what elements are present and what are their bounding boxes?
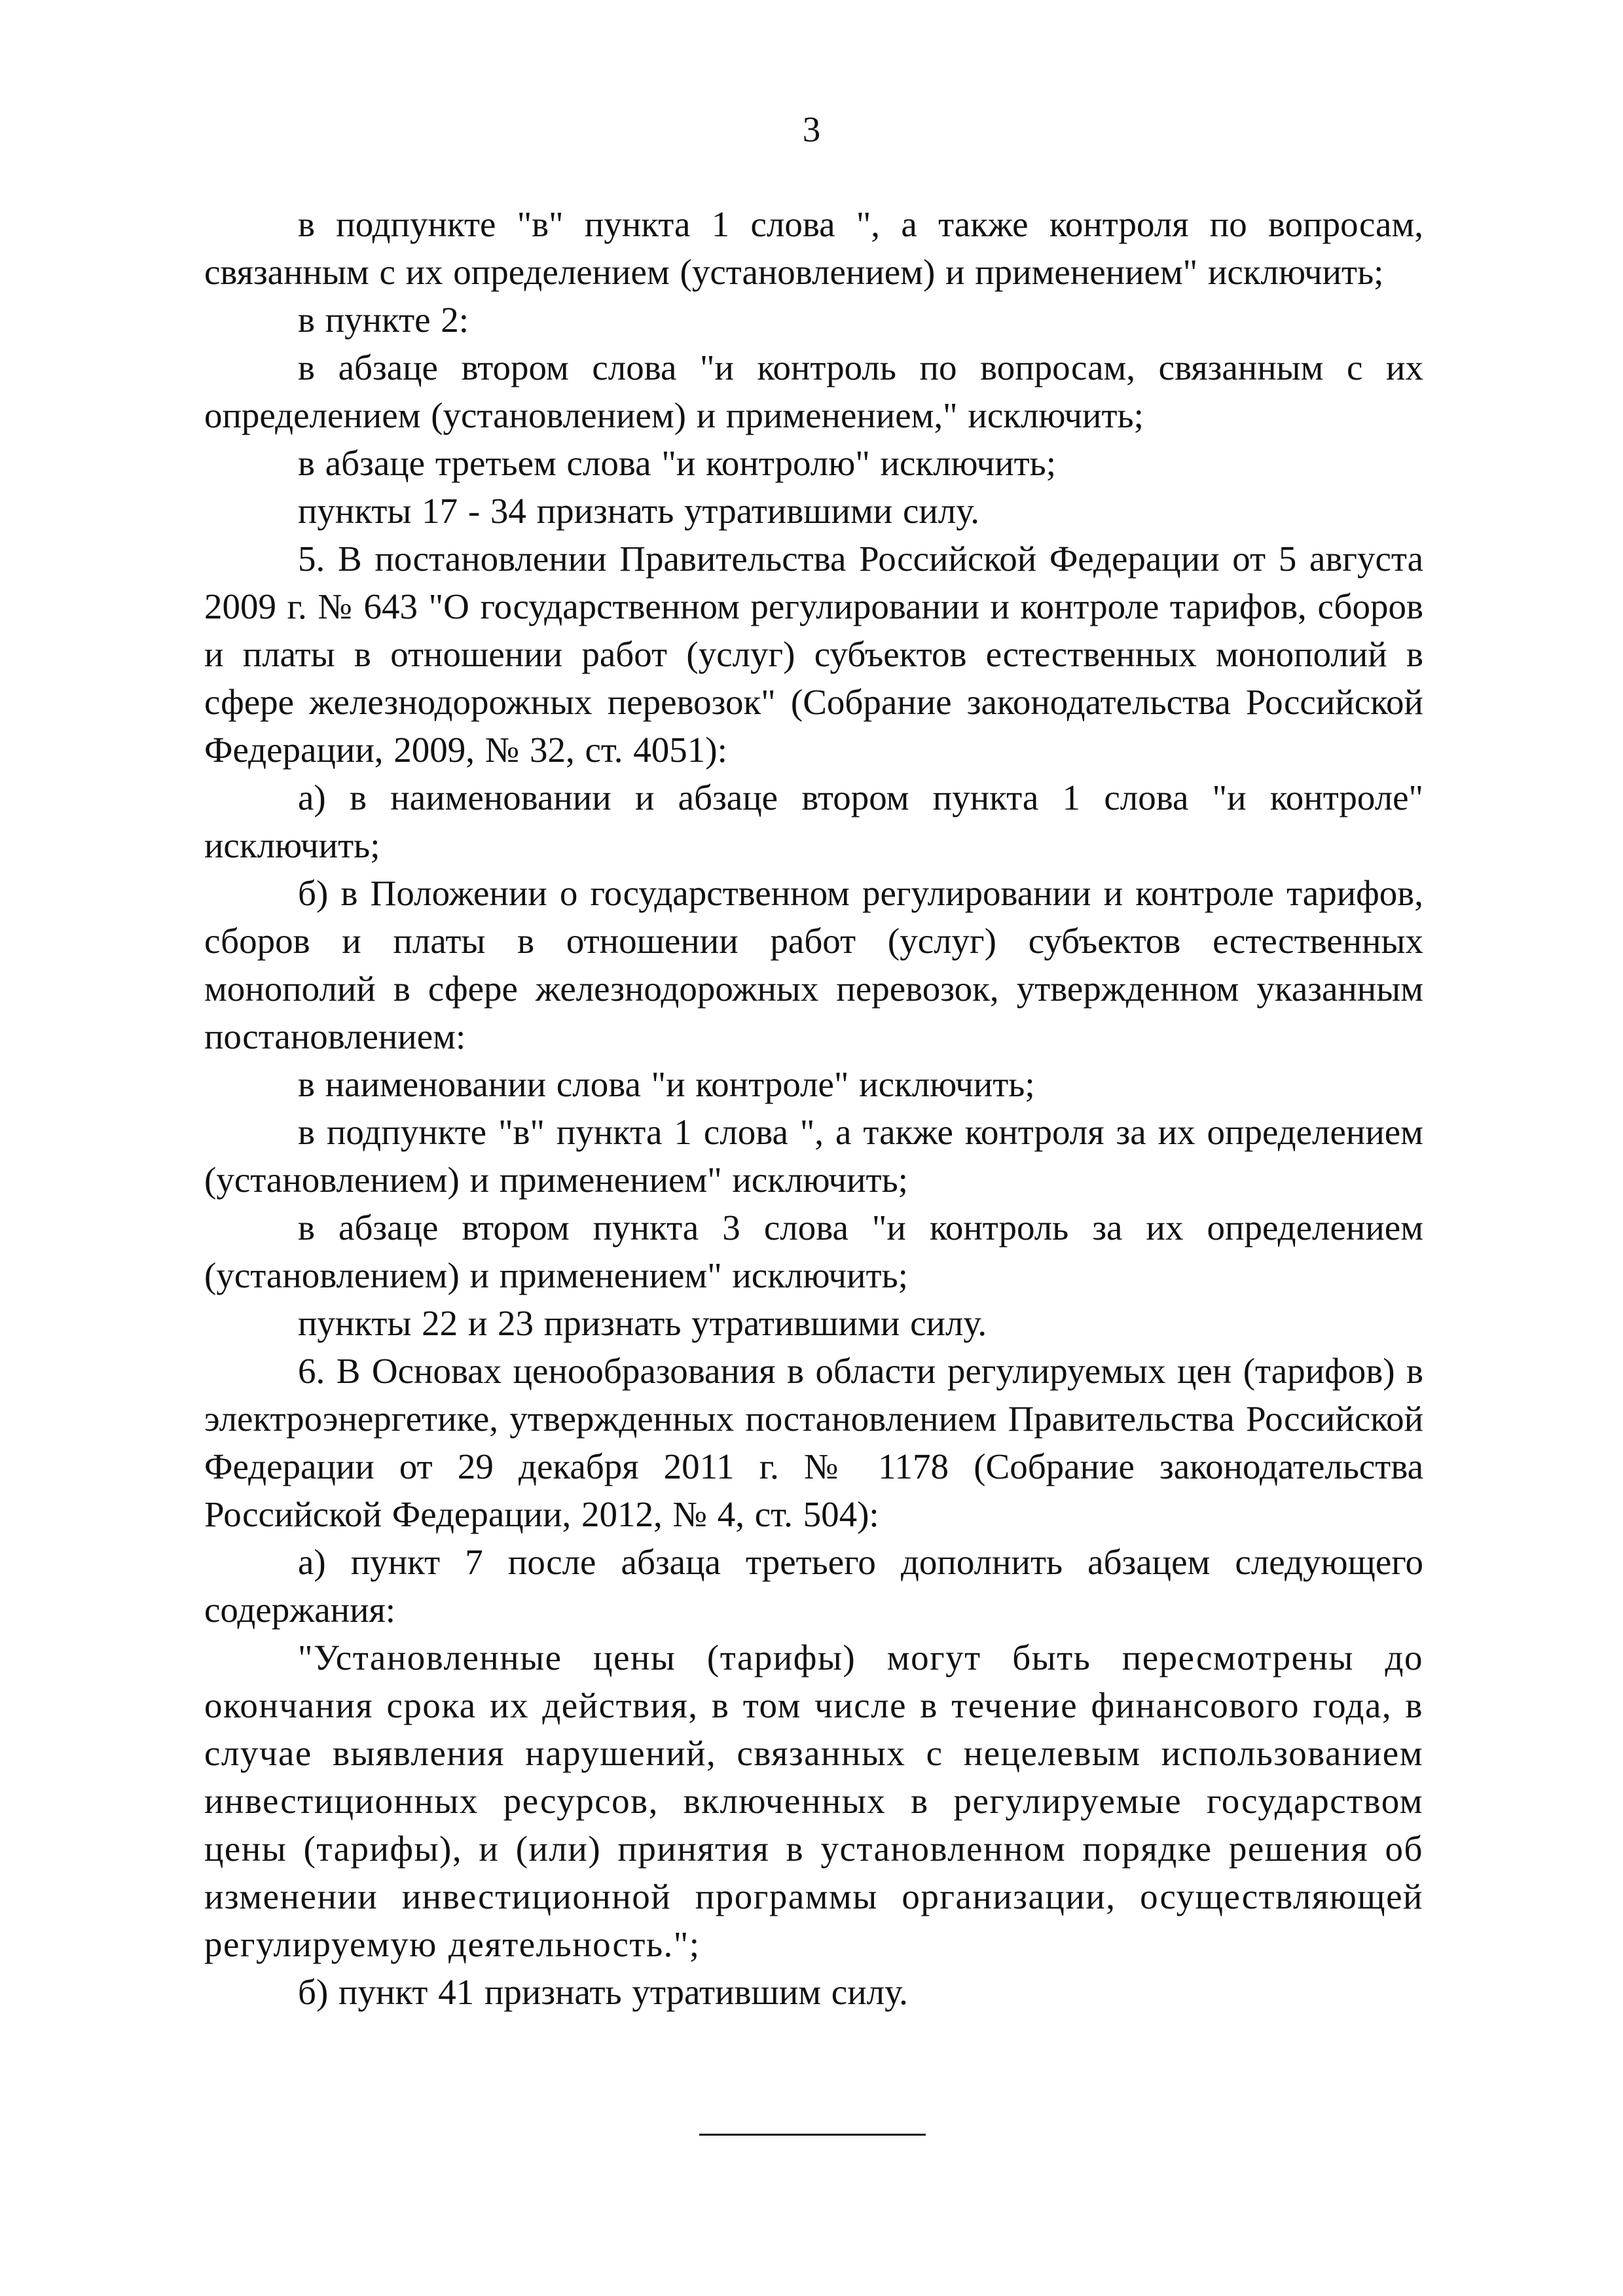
paragraph-14: а) пункт 7 после абзаца третьего дополнить абзацем следующего содержания:: [204, 1542, 1423, 1630]
page-number: 3: [802, 109, 821, 149]
paragraph-4: в абзаце третьем слова "и контролю" исключить;: [298, 443, 1057, 483]
paragraph-11: в абзаце втором пункта 3 слова "и контроль за их определением (установлением) и применением" исключить;: [204, 1208, 1423, 1295]
paragraph-10: в подпункте "в" пункта 1 слова ", а также контроля за их определением (установлением) и применением" исключить;: [204, 1112, 1423, 1200]
paragraph-1: в подпункте "в" пункта 1 слова ", а также контроля по вопросам, связанным с их определением (установлением) и применением" исключить;: [204, 204, 1423, 292]
paragraph-5: пункты 17 - 34 признать утратившими силу.: [298, 491, 979, 531]
paragraph-9: в наименовании слова "и контроле" исключить;: [298, 1064, 1035, 1104]
paragraph-6: 5. В постановлении Правительства Российской Федерации от 5 августа 2009 г. № 643 "О государственном регулировании и контроле тарифов, сборов и платы в отношении работ (услуг) субъектов естественных монополий в сфере железнодорожных перевозок" (Собрание законодательства Российской Федерации, 2009, № 32, ст. 4051):: [204, 539, 1423, 770]
paragraph-15-quote: "Установленные цены (тарифы) могут быть пересмотрены до окончания срока их действия, в том числе в течение финансового года, в случае выявления нарушений, связанных с нецелевым использованием инвестиционных ресурсов, включенных в регулируемые государством цены (тарифы), и (или) принятия в установленном порядке решения об изменении инвестиционной программы организации, осуществляющей регулируемую деятельность.";: [204, 1638, 1423, 1964]
paragraph-8: б) в Положении о государственном регулировании и контроле тарифов, сборов и платы в отношении работ (услуг) субъектов естественных монополий в сфере железнодорожных перевозок, утвержденном указанным постановлением:: [204, 873, 1423, 1056]
paragraph-13: 6. В Основах ценообразования в области регулируемых цен (тарифов) в электроэнергетике, утвержденных постановлением Правительства Российской Федерации от 29 декабря 2011 г. № 1178 (Собрание законодательства Российской Федерации, 2012, № 4, ст. 504):: [204, 1351, 1423, 1534]
paragraph-16: б) пункт 41 признать утратившим силу.: [298, 1972, 908, 2012]
document-body: [204, 200, 1423, 2016]
end-of-text-rule: [699, 2134, 926, 2136]
paragraph-2: в пункте 2:: [298, 300, 469, 340]
paragraph-3: в абзаце втором слова "и контроль по вопросам, связанным с их определением (установлением) и применением," исключить;: [204, 348, 1423, 435]
paragraph-7: а) в наименовании и абзаце втором пункта 1 слова "и контроле" исключить;: [204, 778, 1423, 865]
paragraph-12: пункты 22 и 23 признать утратившими силу.: [298, 1303, 987, 1343]
